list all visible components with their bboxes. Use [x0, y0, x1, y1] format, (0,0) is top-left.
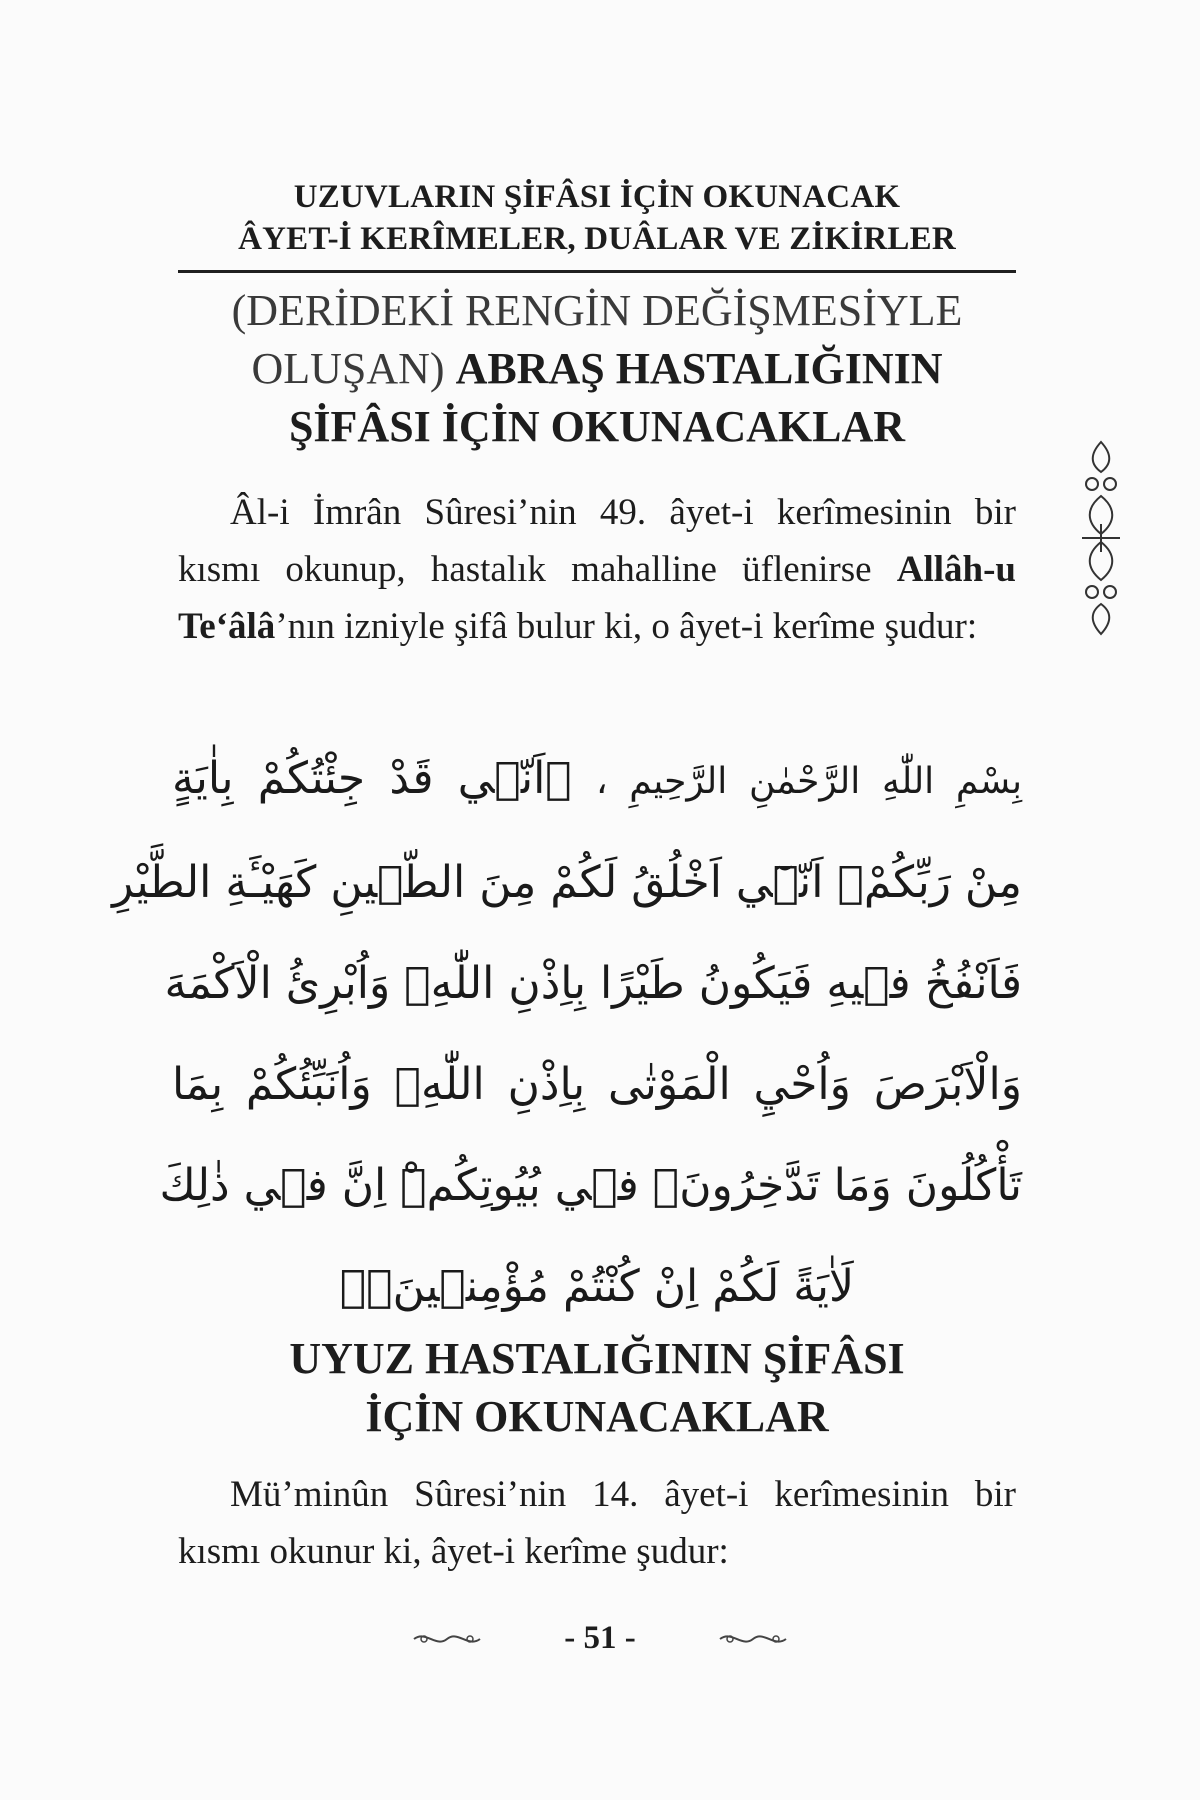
title-parenthetical-2: OLUŞAN)	[251, 344, 445, 393]
running-head-line-1: UZUVLARIN ŞİFÂSI İÇİN OKUNACAK	[293, 179, 901, 215]
arabic-line-3: فَاَنْفُخُ ف۪يهِ فَيَكُونُ طَيْرًا بِاِذْنِ اللّٰهِۚ وَاُبْرِئُ الْاَكْمَهَ	[164, 958, 1022, 1009]
paragraph-abras-text-2: ’nın izniyle şifâ bulur ki, o âyet-i kerîme şudur:	[275, 606, 978, 647]
arabic-verse-block	[112, 728, 1022, 1337]
running-head	[178, 176, 1016, 260]
title-bold-2: ABRAŞ HASTALIĞININ	[455, 344, 943, 393]
page-footer	[400, 1618, 800, 1658]
basmala: بِسْمِ اللّٰهِ الرَّحْمٰنِ الرَّحِيمِ ،	[595, 761, 1022, 802]
section-title-uyuz	[178, 1330, 1016, 1446]
running-head-line-2: ÂYET-İ KERÎMELER, DUÂLAR VE ZİKİRLER	[238, 221, 956, 257]
paragraph-abras-text-1: Âl-i İmrân Sûresi’nin 49. âyet-i kerîmesinin bir kısmı okunup, hastalık mahalline üflenirse	[178, 492, 1016, 590]
section-title-uyuz-line-2: İÇİN OKUNACAKLAR	[365, 1392, 829, 1441]
title-bold-3: ŞİFÂSI İÇİN OKUNACAKLAR	[288, 402, 906, 451]
flourish-right-icon	[718, 1628, 788, 1650]
arabic-line-6: لَاٰيَةً لَكُمْ اِنْ كُنْتُمْ مُؤْمِن۪ينَۚ﴾	[339, 1261, 855, 1312]
title-parenthetical-1: (DERİDEKİ RENGİN DEĞİŞMESİYLE	[231, 286, 963, 335]
arabic-line-5: تَأْكُلُونَ وَمَا تَدَّخِرُونَۙ ف۪ي بُيُوتِكُمْۜ اِنَّ ف۪ي ذٰلِكَ	[159, 1160, 1022, 1211]
arabic-line-1-text: ﴿اَنّ۪ي قَدْ جِئْتُكُمْ بِاٰيَةٍ	[172, 753, 572, 804]
paragraph-abras-bold: Allâh-u Te‘âlâ	[178, 549, 1016, 647]
header-rule	[178, 270, 1016, 273]
section-title-abras	[178, 282, 1016, 456]
arabic-line-2: مِنْ رَبِّكُمْۙ اَنّ۪ٓي اَخْلُقُ لَكُمْ مِنَ الطّ۪ينِ كَهَيْـَٔةِ الطَّيْرِ	[112, 857, 1022, 908]
arabic-line-4: وَالْاَبْرَصَ وَاُحْيِ الْمَوْتٰى بِاِذْنِ اللّٰهِۚ وَاُنَبِّئُكُمْ بِمَا	[172, 1059, 1022, 1110]
paragraph-abras	[178, 484, 1016, 655]
page-number: - 51 -	[564, 1620, 636, 1656]
section-title-uyuz-line-1: UYUZ HASTALIĞININ ŞİFÂSI	[289, 1334, 905, 1383]
paragraph-uyuz: Mü’minûn Sûresi’nin 14. âyet-i kerîmesinin bir kısmı okunur ki, âyet-i kerîme şudur:	[178, 1474, 1016, 1572]
floral-ornament-icon	[1078, 438, 1124, 638]
arabic-line-1	[172, 728, 1022, 832]
